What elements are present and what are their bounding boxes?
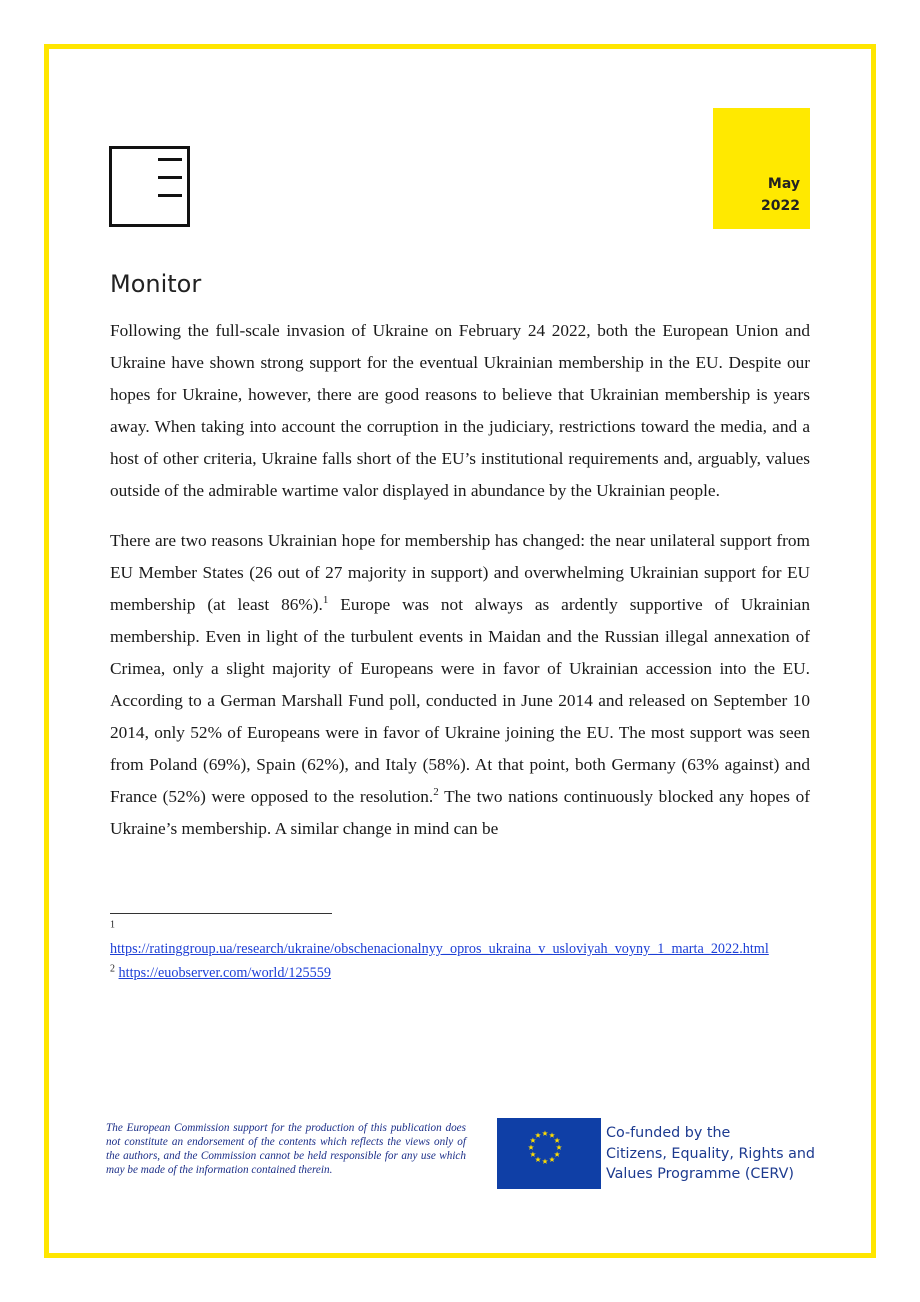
- logo-bar: [158, 194, 182, 197]
- date-year: 2022: [761, 198, 800, 214]
- footnote-ref-2[interactable]: 2: [433, 786, 439, 799]
- footnote-1: [110, 920, 810, 938]
- paragraph-2: [110, 525, 810, 846]
- footnote-number: 1: [110, 919, 115, 931]
- footnote-ref-1[interactable]: 1: [322, 593, 329, 606]
- footnote-2: [110, 964, 810, 982]
- footnote-number: 2: [110, 963, 115, 975]
- cofunding-statement: [606, 1123, 836, 1185]
- paragraph-1: Following the full-scale invasion of Ukraine on February 24 2022, both the European Union and Ukraine have shown strong support for the eventual Ukrainian membership in the EU. Despite our hopes for Ukraine, however, there are good reasons to believe that Ukrainian membership is years away. When taking into account the corruption in the judiciary, restrictions toward the media, and a host of other criteria, Ukraine falls short of the EU’s institutional requirements and, arguably, values outside of the admirable wartime valor displayed in abundance by the Ukrainian people.: [110, 321, 810, 501]
- footnote-1-body: [110, 940, 810, 958]
- monitor-logo: [109, 146, 190, 227]
- paragraph-2-part-3: The two nations continuously blocked any hopes of Ukraine’s membership. A similar change in mind can be: [110, 787, 810, 839]
- paragraph-2-part-2: Europe was not always as ardently supportive of Ukrainian membership. Even in light of the turbulent events in Maidan and the Russian illegal annexation of Crimea, only a slight majority of Europeans were in favor of Ukrainian accession into the EU. According to a German Marshall Fund poll, conducted in June 2014 and released on September 10 2014, only 52% of Europeans were in favor of Ukraine joining the EU. The most support was seen from Poland (69%), Spain (62%), and Italy (58%). At that point, both Germany (63% against) and France (52%) were opposed to the resolution.: [110, 594, 810, 807]
- footnotes: [110, 920, 810, 982]
- logo-bar: [158, 158, 182, 161]
- funding-disclaimer: The European Commission support for the production of this publication does not constitute an endorsement of the contents which reflects the views only of the authors, and the Commission cannot be held responsible for any use which may be made of the information contained therein.: [106, 1122, 466, 1176]
- cofund-line: Values Programme (CERV): [606, 1166, 794, 1182]
- cofund-line: Citizens, Equality, Rights and: [606, 1145, 816, 1162]
- eu-flag-stars: [497, 1118, 601, 1189]
- article-body: [110, 315, 810, 863]
- footnote-divider: [110, 913, 332, 914]
- footnote-2-link[interactable]: https://euobserver.com/world/125559: [118, 965, 331, 981]
- footnote-1-link[interactable]: https://ratinggroup.ua/research/ukraine/obschenacionalnyy_opros_ukraina_v_usloviyah_voyny_1_marta_2022.html: [110, 941, 769, 957]
- page-title: Monitor: [110, 270, 202, 298]
- date-badge: [713, 108, 810, 229]
- logo-bar: [158, 176, 182, 179]
- cofund-line: Co-funded by the: [606, 1125, 731, 1141]
- date-month: May: [767, 176, 800, 192]
- paragraph-2-part-1: There are two reasons Ukrainian hope for membership has changed: the near unilateral support from EU Member States (26 out of 27 majority in support) and overwhelming Ukrainian support for EU membership (at least 86%).: [110, 530, 810, 614]
- eu-flag-icon: [497, 1118, 601, 1189]
